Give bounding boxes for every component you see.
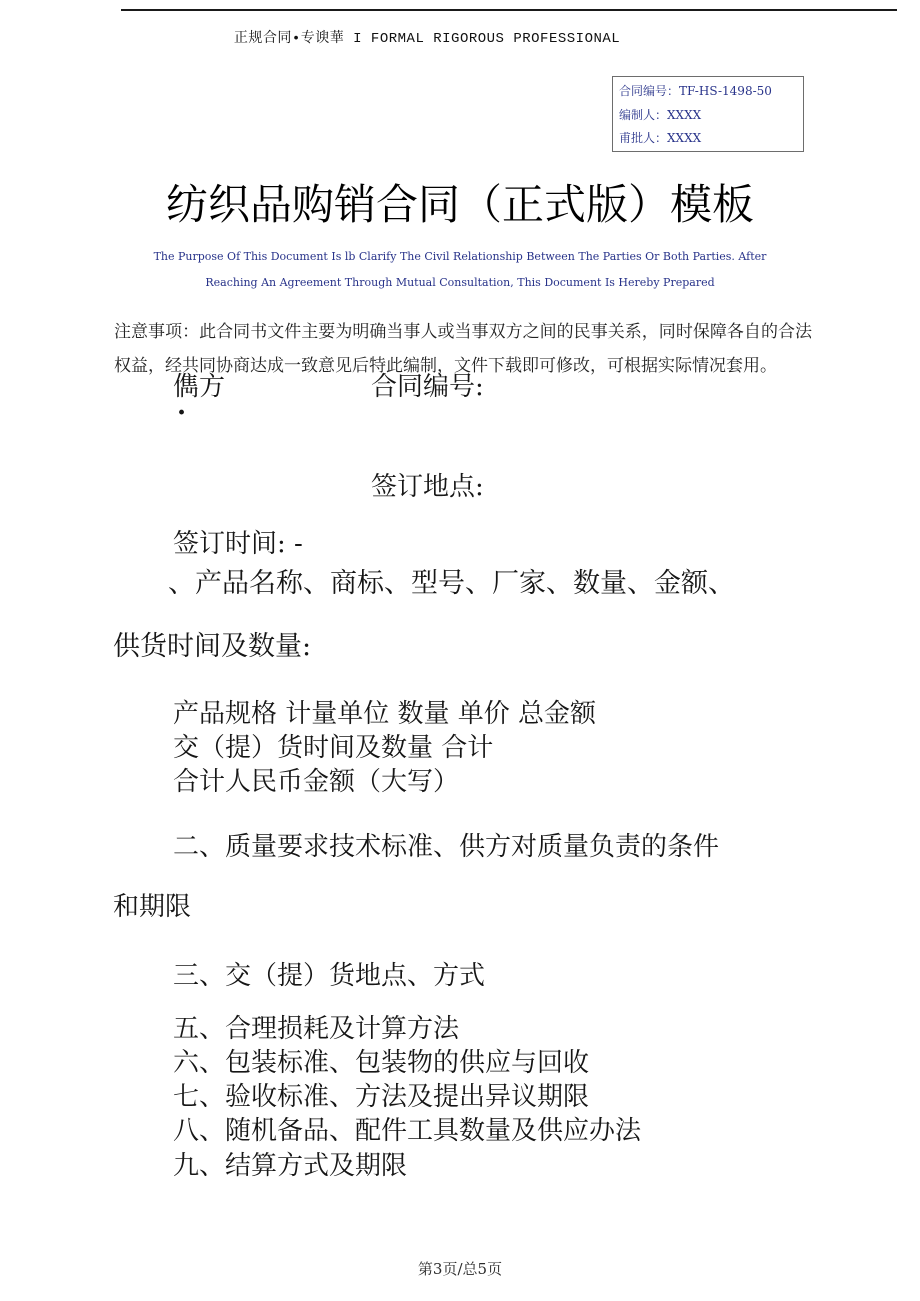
- page-number-footer: 第3页/总5页: [417, 1260, 503, 1278]
- clause-seven-acceptance: 七、验收标准、方法及提出异议期限: [173, 1082, 590, 1112]
- masthead-slogan: 正规合同•专谀華 I FORMAL RIGOROUS PROFESSIONAL: [233, 31, 621, 47]
- clause-one-product-list: 、产品名称、商标、型号、厂家、数量、金额、: [168, 568, 735, 599]
- contract-number-label: 合同编号：: [619, 84, 680, 98]
- clause-two-continuation: 和期限: [113, 892, 192, 922]
- approver-value: XXXX: [667, 131, 702, 145]
- notice-paragraph: 注意事项：此合同书文件主要为明确当事人或当事双方之间的民事关系，同时保障各自的合法权益，经共同协商达成一致意见后特此编制，文件下载即可修改，可根据实际情况套用。: [114, 322, 812, 376]
- total-amount-row: 合计人民币金额（大写）: [173, 767, 460, 797]
- approver-label: 甫批人：: [619, 131, 668, 145]
- inline-contract-number-label: 合同编号:: [371, 372, 484, 402]
- subtitle-line-1: The Purpose Of This Document Is lb Clarify The Civil Relationship Between The Parties Or Both Parties. After: [153, 250, 767, 263]
- approver-row: [619, 129, 797, 146]
- clause-five-loss: 五、合理损耗及计算方法: [173, 1014, 460, 1044]
- supply-time-quantity-label: 供货时间及数量:: [113, 631, 312, 662]
- contract-info-box: [612, 76, 804, 152]
- product-spec-table-header: 产品规格 计量单位 数量 单价 总金额: [173, 699, 597, 729]
- bullet-dot: ·: [177, 398, 187, 428]
- document-title: 纺织品购销合同（正式版）模板: [165, 180, 754, 229]
- top-divider-rule: [121, 9, 897, 11]
- signing-time-label: 签订时间: -: [173, 529, 303, 559]
- compiler-label: 编制人：: [619, 107, 668, 122]
- contract-number-row: [619, 82, 797, 99]
- party-label: 儁方: [173, 372, 226, 402]
- clause-two-quality: 二、质量要求技术标准、供方对质量负责的条件: [173, 832, 720, 862]
- contract-number-value: TF-HS-1498-50: [679, 84, 772, 98]
- clause-eight-spare-parts: 八、随机备品、配件工具数量及供应办法: [173, 1116, 642, 1146]
- clause-nine-settlement: 九、结算方式及期限: [173, 1151, 408, 1181]
- signing-place-label: 签订地点:: [371, 472, 484, 502]
- delivery-time-quantity-row: 交（提）货时间及数量 合计: [173, 733, 494, 763]
- clause-six-packaging: 六、包装标准、包装物的供应与回收: [173, 1048, 590, 1078]
- clause-three-delivery: 三、交（提）货地点、方式: [173, 961, 486, 991]
- compiler-value: XXXX: [667, 107, 702, 122]
- document-subtitle: [0, 244, 920, 296]
- compiler-row: [619, 106, 797, 123]
- subtitle-line-2: Reaching An Agreement Through Mutual Consultation, This Document Is Hereby Prepared: [205, 276, 715, 289]
